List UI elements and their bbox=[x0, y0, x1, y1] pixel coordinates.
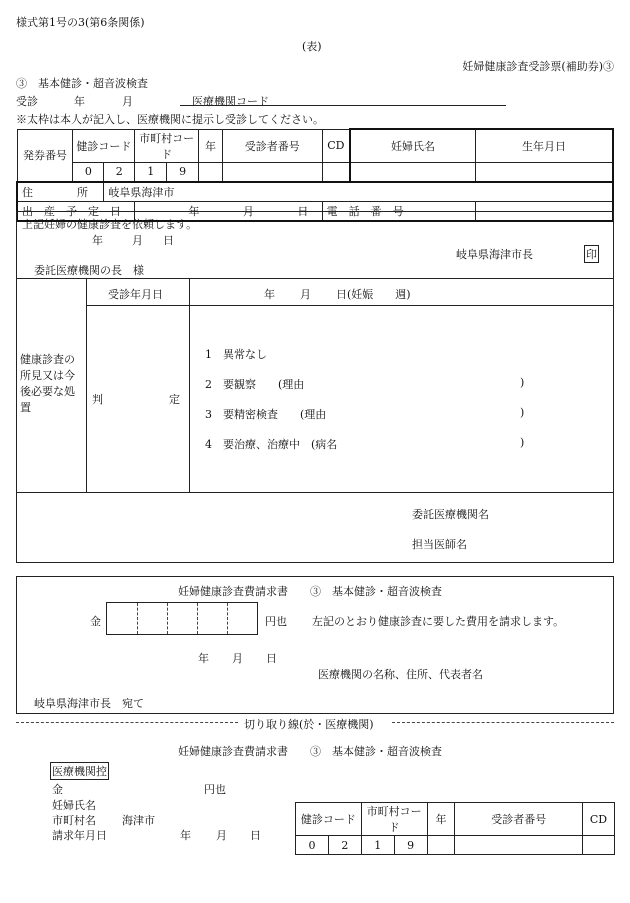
request-month: 月 bbox=[132, 234, 143, 247]
cut-line-right bbox=[392, 722, 614, 723]
visit-label: 受診 bbox=[16, 95, 38, 108]
invoice-month: 月 bbox=[232, 652, 243, 665]
issue-number-label: 発券番号 bbox=[17, 129, 73, 182]
cut-line-left bbox=[16, 722, 238, 723]
amount-divider bbox=[227, 603, 228, 634]
city-digit: 9 bbox=[167, 162, 199, 182]
facility-code-label: 医療機関コード bbox=[192, 95, 269, 108]
amount-boxes[interactable] bbox=[106, 602, 258, 635]
request-day: 日 bbox=[163, 234, 174, 247]
request-year: 年 bbox=[92, 234, 103, 247]
invoice-day: 日 bbox=[266, 652, 277, 665]
visit-date-year: 年 bbox=[264, 288, 275, 301]
stub-table bbox=[295, 802, 615, 855]
facility-info-label: 医療機関の名称、住所、代表者名 bbox=[318, 668, 483, 681]
mayor-label: 岐阜県海津市長 bbox=[456, 248, 533, 261]
stub-city-label: 市町村名 bbox=[52, 814, 96, 827]
due-year: 年 bbox=[188, 204, 200, 218]
option-detailed-close: ) bbox=[520, 406, 525, 419]
option-observe-close: ) bbox=[520, 376, 525, 389]
checkup-digit: 0 bbox=[73, 162, 104, 182]
patient-name-label: 妊婦氏名 bbox=[350, 129, 475, 162]
stub-kin: 金 bbox=[52, 783, 63, 796]
due-month: 月 bbox=[242, 204, 254, 218]
stub-year: 年 bbox=[180, 829, 191, 842]
stub-checkup-digit: 0 bbox=[296, 836, 329, 855]
amount-divider bbox=[197, 603, 198, 634]
visit-date-label: 受診年月日 bbox=[108, 288, 163, 301]
patient-number-label: 受診者番号 bbox=[222, 129, 322, 162]
stub-year-label: 年 bbox=[427, 803, 455, 836]
findings-vline-1 bbox=[86, 278, 87, 492]
stub-checkup-digit: 2 bbox=[328, 836, 361, 855]
addressee-label: 委託医療機関の長 様 bbox=[34, 264, 144, 277]
stub-cd-cell[interactable] bbox=[583, 836, 615, 855]
option-detailed[interactable]: 3 要精密検査 (理由 bbox=[205, 408, 327, 421]
visit-year: 年 bbox=[74, 95, 85, 108]
option-treatment-close: ) bbox=[520, 436, 525, 449]
cd-label: CD bbox=[322, 129, 350, 162]
amount-divider bbox=[137, 603, 138, 634]
judgement-label: 判 定 bbox=[92, 393, 180, 406]
form-side: (表) bbox=[302, 40, 322, 53]
ticket-table bbox=[16, 128, 614, 222]
ticket-title: 妊婦健康診査受診票(補助券)③ bbox=[462, 60, 614, 73]
year-cell[interactable] bbox=[199, 162, 223, 182]
dob-cell[interactable] bbox=[476, 162, 613, 182]
findings-bottom-line bbox=[16, 492, 614, 493]
stub-city-digit: 1 bbox=[361, 836, 394, 855]
checkup-code-label: 健診コード bbox=[73, 129, 135, 162]
address-label: 住 所 bbox=[17, 182, 104, 202]
checkup-digit: 2 bbox=[104, 162, 135, 182]
stub-year-cell[interactable] bbox=[427, 836, 455, 855]
invoice-title: 妊婦健康診査費請求書 ③ 基本健診・超音波検査 bbox=[178, 585, 442, 598]
stub-month: 月 bbox=[216, 829, 227, 842]
stub-name-label: 妊婦氏名 bbox=[52, 799, 96, 812]
phone-label: 電 話 番 号 bbox=[322, 201, 475, 221]
stub-day: 日 bbox=[250, 829, 261, 842]
dob-label: 生年月日 bbox=[476, 129, 613, 162]
due-date-label: 出 産 予 定 日 bbox=[17, 201, 135, 221]
instruction-note: ※太枠は本人が記入し、医療機関に提示し受診してください。 bbox=[16, 113, 324, 126]
invoice-statement: 左記のとおり健康診査に要した費用を請求します。 bbox=[312, 615, 565, 628]
visit-date-month: 月 bbox=[300, 288, 311, 301]
year-label: 年 bbox=[199, 129, 223, 162]
findings-side-label: 健康診査の所見又は今後必要な処置 bbox=[20, 353, 75, 414]
cut-line-label: 切り取り線(於・医療機関) bbox=[244, 718, 374, 731]
stub-patient-number-label: 受診者番号 bbox=[455, 803, 583, 836]
stub-title: 妊婦健康診査費請求書 ③ 基本健診・超音波検査 bbox=[178, 745, 442, 758]
invoice-kin: 金 bbox=[90, 615, 101, 628]
stub-patient-number-cell[interactable] bbox=[455, 836, 583, 855]
visit-date-pregnancy: 日(妊娠 週) bbox=[336, 288, 411, 301]
stub-date-label: 請求年月日 bbox=[52, 829, 107, 842]
stub-checkup-code-label: 健診コード bbox=[296, 803, 362, 836]
city-code-label: 市町村コード bbox=[135, 129, 199, 162]
stub-city-value: 海津市 bbox=[122, 814, 155, 827]
section-title: ③ 基本健診・超音波検査 bbox=[16, 77, 148, 90]
findings-top-line bbox=[16, 278, 614, 279]
findings-header-line bbox=[86, 305, 614, 306]
stub-city-digit: 9 bbox=[394, 836, 427, 855]
invoice-year: 年 bbox=[198, 652, 209, 665]
visit-month: 月 bbox=[122, 95, 133, 108]
stub-yen: 円也 bbox=[204, 783, 226, 796]
invoice-yen: 円也 bbox=[265, 615, 287, 628]
option-normal[interactable]: 1 異常なし bbox=[205, 348, 267, 361]
invoice-addressee: 岐阜県海津市長 宛て bbox=[34, 697, 144, 710]
stub-cd-label: CD bbox=[583, 803, 615, 836]
form-number: 様式第1号の3(第6条関係) bbox=[16, 16, 145, 29]
option-treatment[interactable]: 4 要治療、治療中 (病名 bbox=[205, 438, 338, 451]
doctor-label: 担当医師名 bbox=[412, 538, 467, 551]
facility-code-line bbox=[180, 92, 506, 106]
cd-cell[interactable] bbox=[322, 162, 350, 182]
address-value[interactable]: 岐阜県海津市 bbox=[104, 182, 613, 202]
patient-number-cell[interactable] bbox=[222, 162, 322, 182]
city-digit: 1 bbox=[135, 162, 167, 182]
amount-divider bbox=[167, 603, 168, 634]
seal-mark: 印 bbox=[584, 245, 599, 263]
stub-city-code-label: 市町村コード bbox=[361, 803, 427, 836]
request-text: 上記妊婦の健康診査を依頼します。 bbox=[22, 218, 198, 231]
patient-name-cell[interactable] bbox=[350, 162, 475, 182]
due-day: 日 bbox=[297, 204, 309, 218]
facility-name-label: 委託医療機関名 bbox=[412, 508, 489, 521]
stub-copy-label: 医療機関控 bbox=[50, 762, 109, 780]
findings-vline-2 bbox=[189, 278, 190, 492]
option-observe[interactable]: 2 要観察 (理由 bbox=[205, 378, 305, 391]
